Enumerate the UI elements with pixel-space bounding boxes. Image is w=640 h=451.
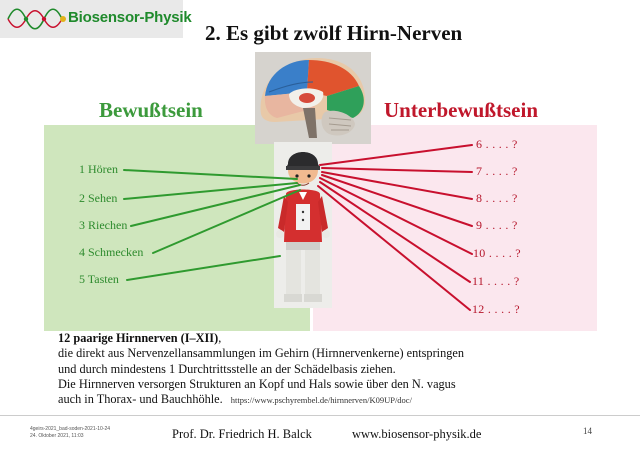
nerve-label-7: 7 . . . . ?	[476, 164, 518, 178]
footer-meta: 4geirs-2021_bad-soden-2021-10-24 24. Oktober 2021, 11:03	[30, 426, 111, 439]
description-line-2: die direkt aus Nervenzellansammlungen im Gehirn (Hirnnervenkerne) entspringen	[58, 346, 464, 361]
description-line-5: auch in Thorax- und Bauchhöhle. https://www.pschyrembel.de/hirnnerven/K09UP/doc/	[58, 392, 412, 407]
subconscious-heading: Unterbewußtsein	[384, 98, 539, 122]
sense-label-5: 5 Tasten	[79, 272, 119, 286]
nerve-label-8: 8 . . . . ?	[476, 191, 518, 205]
footer-divider	[0, 415, 640, 416]
nerve-line-8	[322, 172, 472, 199]
nerve-line-11	[320, 182, 470, 282]
sense-line-1	[124, 170, 297, 179]
nerve-line-12	[318, 186, 470, 310]
sense-line-4	[153, 190, 300, 253]
nerve-line-10	[320, 178, 472, 254]
nerve-label-9: 9 . . . . ?	[476, 218, 518, 232]
footer-author: Prof. Dr. Friedrich H. Balck	[172, 427, 312, 441]
nerve-label-11: 11 . . . . ?	[472, 274, 520, 288]
sense-label-3: 3 Riechen	[79, 218, 128, 232]
description-text	[58, 331, 618, 408]
sense-label-2: 2 Sehen	[79, 191, 118, 205]
nerve-label-10: 10 . . . . ?	[473, 246, 521, 260]
page-number: 14	[583, 426, 592, 436]
footer-website[interactable]: www.biosensor-physik.de	[352, 427, 482, 441]
conscious-heading: Bewußtsein	[99, 98, 203, 122]
description-line-3: und durch mindestens 1 Durchtrittsstelle an der Schädelbasis ziehen.	[58, 361, 396, 376]
description-line-4: Die Hirnnerven versorgen Strukturen an Kopf und Hals sowie über den N. vagus	[58, 376, 456, 391]
description-lead: 12 paarige Hirnnerven (I–XII)	[58, 331, 219, 345]
sense-line-5	[127, 256, 280, 280]
nerve-line-7	[322, 168, 472, 172]
description-line-1: 12 paarige Hirnnerven (I–XII),	[58, 331, 222, 345]
nerve-line-6	[320, 145, 472, 165]
sense-label-4: 4 Schmecken	[79, 245, 144, 259]
nerve-label-6: 6 . . . . ?	[476, 137, 518, 151]
logo-text: Biosensor-Physik	[68, 9, 192, 26]
source-link[interactable]: https://www.pschyrembel.de/hirnnerven/K09UP/doc/	[230, 395, 412, 406]
nerve-line-9	[322, 175, 472, 226]
nerve-label-12: 12 . . . . ?	[472, 302, 520, 316]
slide-title: 2. Es gibt zwölf Hirn-Nerven	[205, 21, 463, 45]
sense-label-1: 1 Hören	[79, 162, 118, 176]
